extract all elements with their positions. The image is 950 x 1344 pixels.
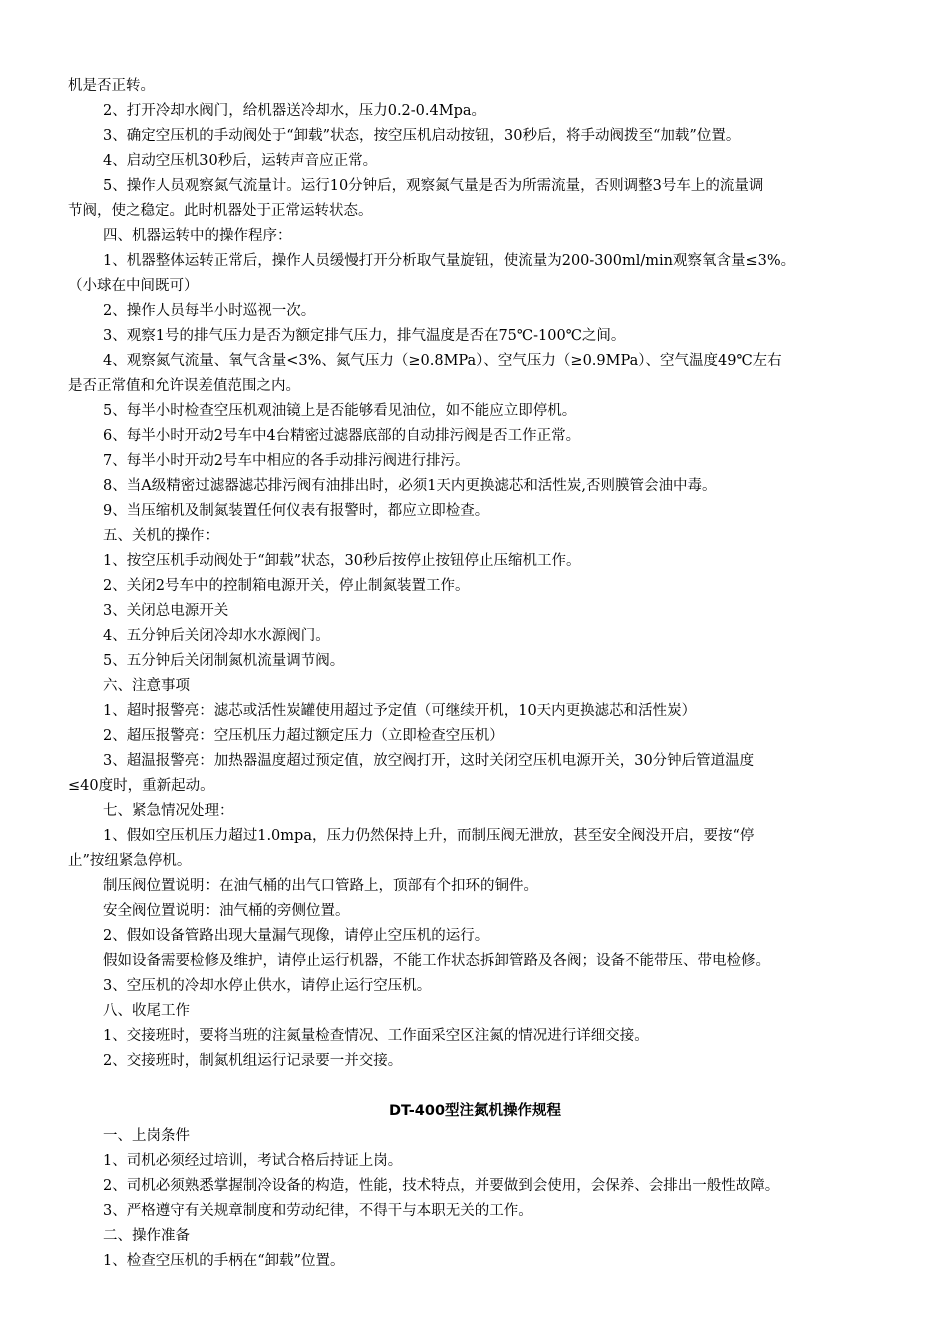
text-line: 9、当压缩机及制氮装置任何仪表有报警时，都应立即检查。 xyxy=(103,503,490,519)
text-line: 5、操作人员观察氮气流量计。运行10分钟后，观察氮气量是否为所需流量，否则调整3号车上的流量调 xyxy=(103,178,764,194)
text-line: 2、操作人员每半小时巡视一次。 xyxy=(103,303,316,319)
text-line: 1、机器整体运转正常后，操作人员缓慢打开分析取气量旋钮，使流量为200-300ml/min观察氧含量≤3%。 xyxy=(103,253,796,269)
text-line: 4、启动空压机30秒后，运转声音应正常。 xyxy=(103,153,378,169)
text-line: 3、确定空压机的手动阀处于“卸载”状态，按空压机启动按钮，30秒后，将手动阀拨至“加载”位置。 xyxy=(103,128,741,144)
section-heading: 二、操作准备 xyxy=(103,1228,190,1244)
section-heading: 四、机器运转中的操作程序： xyxy=(103,228,292,244)
text-line: ≤40度时，重新起动。 xyxy=(68,778,215,794)
text-line: 3、超温报警亮：加热器温度超过预定值，放空阀打开，这时关闭空压机电源开关，30分钟后管道温度 xyxy=(103,753,755,769)
section-heading: 五、关机的操作： xyxy=(103,528,219,544)
text-line: 3、观察1号的排气压力是否为额定排气压力，排气温度是否在75℃-100℃之间。 xyxy=(103,328,626,344)
text-line: 3、空压机的冷却水停止供水，请停止运行空压机。 xyxy=(103,978,432,994)
text-line: （小球在中间既可） xyxy=(68,278,199,294)
section-heading: 六、注意事项 xyxy=(103,678,190,694)
text-line: 止”按纽紧急停机。 xyxy=(68,853,192,869)
text-line: 3、关闭总电源开关 xyxy=(103,603,229,619)
text-line: 2、超压报警亮：空压机压力超过额定压力（立即检查空压机） xyxy=(103,728,504,744)
text-line: 7、每半小时开动2号车中相应的各手动排污阀进行排污。 xyxy=(103,453,470,469)
text-line: 机是否正转。 xyxy=(68,78,155,94)
text-line: 5、五分钟后关闭制氮机流量调节阀。 xyxy=(103,653,345,669)
text-line: 4、观察氮气流量、氧气含量<3%、氮气压力（≥0.8MPa）、空气压力（≥0.9MPa）、空气温度49℃左右 xyxy=(103,353,782,369)
text-line: 2、关闭2号车中的控制箱电源开关，停止制氮装置工作。 xyxy=(103,578,470,594)
text-line: 2、打开冷却水阀门，给机器送冷却水，压力0.2-0.4Mpa。 xyxy=(103,103,487,119)
document-title: DT-400型注氮机操作规程 xyxy=(388,1103,562,1119)
text-line: 节阀，使之稳定。此时机器处于正常运转状态。 xyxy=(68,203,373,219)
text-line: 是否正常值和允许误差值范围之内。 xyxy=(68,378,300,394)
text-line: 1、检查空压机的手柄在“卸载”位置。 xyxy=(103,1253,345,1269)
section-heading: 一、上岗条件 xyxy=(103,1128,190,1144)
section-heading: 七、紧急情况处理： xyxy=(103,803,234,819)
text-line: 6、每半小时开动2号车中4台精密过滤器底部的自动排污阀是否工作正常。 xyxy=(103,428,581,444)
text-line: 2、假如设备管路出现大量漏气现像，请停止空压机的运行。 xyxy=(103,928,490,944)
section-heading: 八、收尾工作 xyxy=(103,1003,190,1019)
text-line: 4、五分钟后关闭冷却水水源阀门。 xyxy=(103,628,330,644)
text-line: 1、假如空压机压力超过1.0mpa，压力仍然保持上升，而制压阀无泄放，甚至安全阀没开启，要按“停 xyxy=(103,828,755,844)
text-line: 5、每半小时检查空压机观油镜上是否能够看见油位，如不能应立即停机。 xyxy=(103,403,577,419)
text-line: 2、司机必须熟悉掌握制冷设备的构造，性能，技术特点，并要做到会使用，会保养、会排出一般性故障。 xyxy=(103,1178,780,1194)
text-line: 1、交接班时，要将当班的注氮量检查情况、工作面采空区注氮的情况进行详细交接。 xyxy=(103,1028,649,1044)
text-line: 1、司机必须经过培训，考试合格后持证上岗。 xyxy=(103,1153,403,1169)
text-line: 安全阀位置说明：油气桶的旁侧位置。 xyxy=(103,903,350,919)
text-line: 8、当A级精密过滤器滤芯排污阀有油排出时，必须1天内更换滤芯和活性炭,否则膜管会油中毒。 xyxy=(103,478,717,494)
text-line: 3、严格遵守有关规章制度和劳动纪律，不得干与本职无关的工作。 xyxy=(103,1203,533,1219)
text-line: 1、超时报警亮：滤芯或活性炭罐使用超过予定值（可继续开机，10天内更换滤芯和活性炭） xyxy=(103,703,697,719)
text-line: 制压阀位置说明：在油气桶的出气口管路上，顶部有个扣环的铜件。 xyxy=(103,878,538,894)
text-line: 假如设备需要检修及维护，请停止运行机器，不能工作状态拆卸管路及各阀；设备不能带压、带电检修。 xyxy=(103,953,770,969)
text-line: 2、交接班时，制氮机组运行记录要一并交接。 xyxy=(103,1053,403,1069)
text-line: 1、按空压机手动阀处于“卸载”状态，30秒后按停止按钮停止压缩机工作。 xyxy=(103,553,581,569)
